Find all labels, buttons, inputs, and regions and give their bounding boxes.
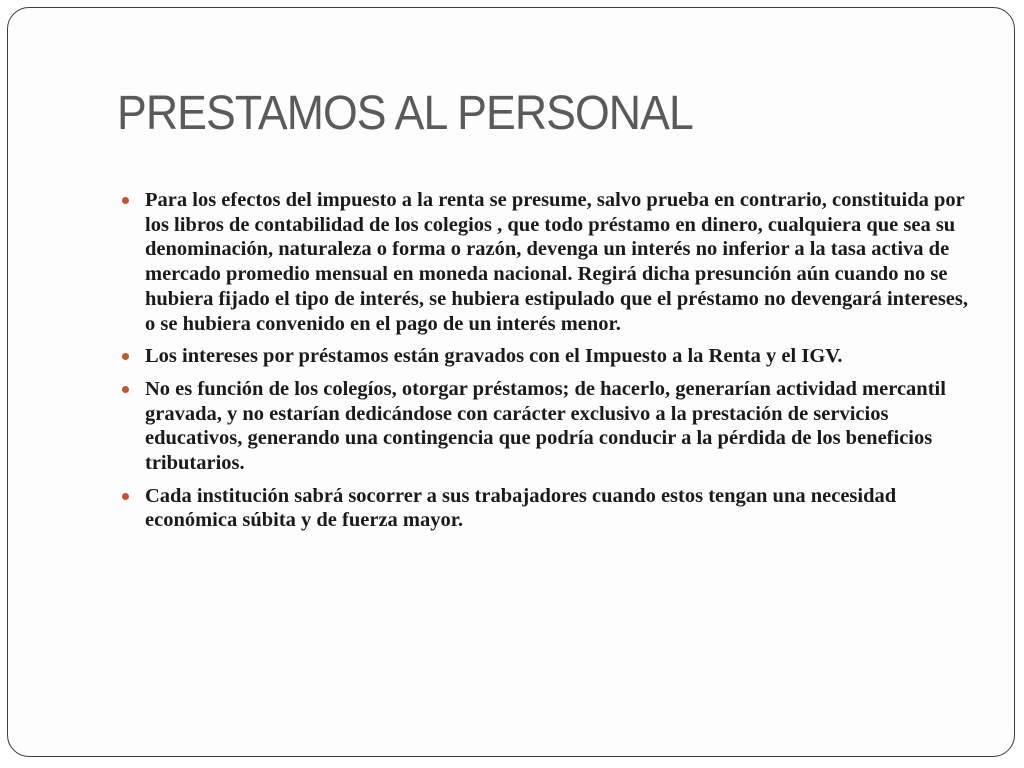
bullet-item <box>117 377 977 476</box>
bullet-text: No es función de los colegíos, otorgar préstamos; de hacerlo, generarían actividad mercantil gravada, y no estarían dedicándose con carácter exclusivo a la prestación de servicios educativos, generando una contingencia que podría conducir a la pérdida de los beneficios tributarios. <box>145 377 946 475</box>
bullet-dot-icon <box>122 386 129 393</box>
bullet-item <box>117 344 977 369</box>
slide <box>7 7 1015 757</box>
bullet-item <box>117 484 977 533</box>
bullet-dot-icon <box>122 493 129 500</box>
bullet-item <box>117 188 977 336</box>
bullet-text: Cada institución sabrá socorrer a sus trabajadores cuando estos tengan una necesidad económica súbita y de fuerza mayor. <box>145 484 897 532</box>
bullet-dot-icon <box>122 353 129 360</box>
bullet-dot-icon <box>122 197 129 204</box>
bullet-text: Para los efectos del impuesto a la renta se presume, salvo prueba en contrario, constituida por los libros de contabilidad de los colegios , que todo préstamo en dinero, cualquiera que sea su denominación, naturaleza o forma o razón, devenga un interés no inferior a la tasa activa de mercado promedio mensual en moneda nacional. Regirá dicha presunción aún cuando no se hubiera fijado el tipo de interés, se hubiera estipulado que el préstamo no devengará intereses, o se hubiera convenido en el pago de un interés menor. <box>145 189 969 335</box>
bullet-list <box>117 188 977 541</box>
slide-title: PRESTAMOS AL PERSONAL <box>117 87 693 140</box>
bullet-text: Los intereses por préstamos están gravados con el Impuesto a la Renta y el IGV. <box>145 345 843 368</box>
